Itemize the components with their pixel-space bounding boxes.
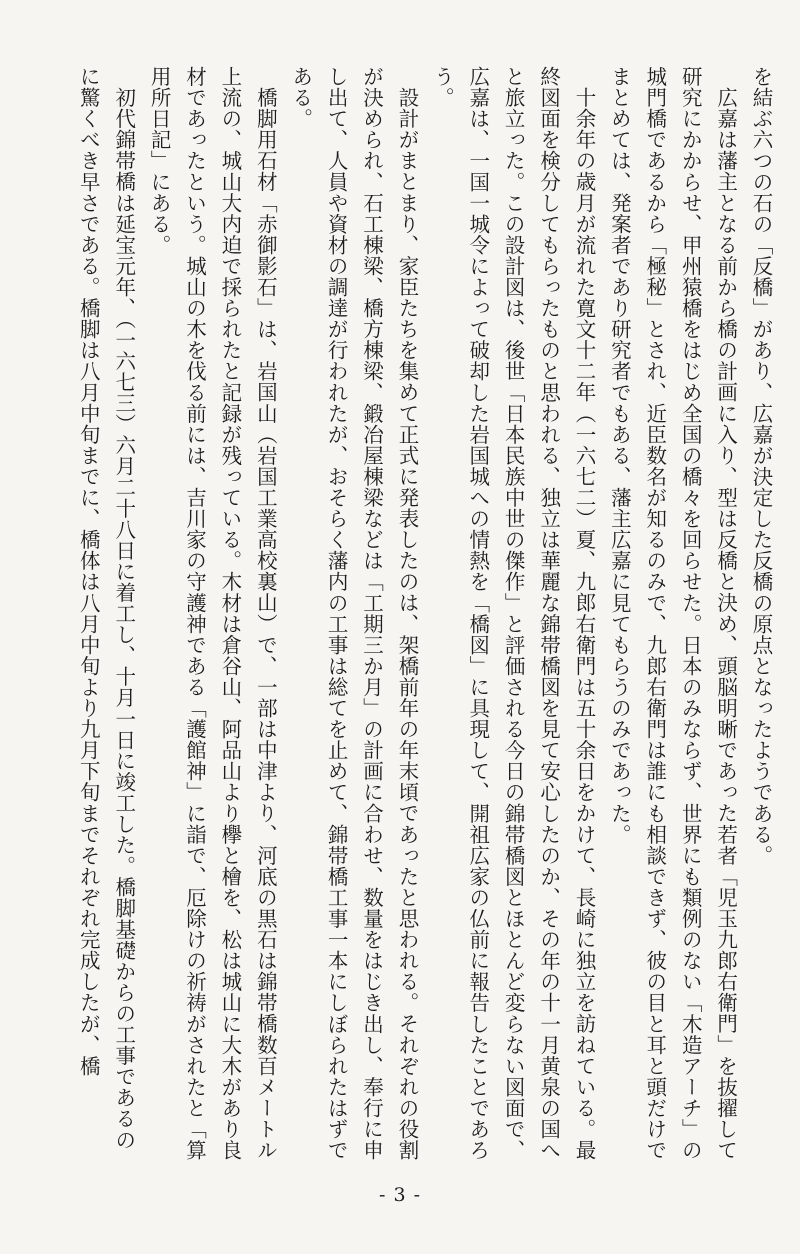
paragraph-2: 広嘉は藩主となる前から橋の計画に入り、型は反橋と決め、頭脳明晰であった若者「児玉九郎右衛門」を抜擢して研究にかからせ、甲州猿橋をはじめ全国の橋々を回らせた。日本のみならず、世界にも類例のない「木造アーチ」の城門橋であるから「極秘」とされ、近臣数名が知るのみで、九郎右衛門は誰にも相談できず、彼の目と耳と頭だけでまとめては、発案者であり研究者でもある、藩主広嘉に見てもらうのみであった。	[607, 66, 738, 1161]
paragraph-3: 十余年の歳月が流れた寛文十二年（一六七二）夏、九郎右衛門は五十余日をかけて、長崎に独立を訪ねている。最終図面を検分してもらったものと思われる、独立は華麗な錦帯橋図を見て安心したのか、その年の十一月黄泉の国へと旅立った。この設計図は、後世「日本民族中世の傑作」と評価される今日の錦帯橋図とほとんど変らない図面で、広嘉は、一国一城令によって破却した岩国城への情熱を「橋図」に具現して、開祖広家の仏前に報告したことであろう。	[430, 66, 596, 1161]
paragraph-6: 初代錦帯橋は延宝元年、（一六七三）六月二十八日に着工し、十月一日に竣工した。橋脚基礎からの工事であるのに驚くべき早さである。橋脚は八月中旬までに、橋体は八月中旬より九月下旬までそれぞれ完成したが、橋	[76, 66, 136, 1150]
paragraph-5: 橋脚用石材「赤御影石」は、岩国山（岩国工業高校裏山）で、一部は中津より、河底の黒石は錦帯橋数百メートル上流の、城山大内迫で採られたと記録が残っている。木材は倉谷山、阿品山より欅と檜を、松は城山に大木があり良材であったという。城山の木を伐る前には、吉川家の守護神である「護館神」に詣で、厄除けの祈祷がされたと「算用所日記」にある。	[147, 66, 278, 1161]
paragraph-1: を結ぶ六つの石の「反橋」があり、広嘉が決定した反橋の原点となったようである。	[749, 66, 773, 866]
paragraph-4: 設計がまとまり、家臣たちを集めて正式に発表したのは、架橋前年の年末頃であったと思われる。それぞれの役割が決められ、石工棟梁、橋方棟梁、鍛冶屋棟梁などは「工期三か月」の計画に合わせ、数量をはじき出し、奉行に申し出て、人員や資材の調達が行われたが、おそらく藩内の工事は総てを止めて、錦帯橋工事一本にしぼられたはずである。	[288, 66, 419, 1161]
body-text	[72, 66, 778, 1162]
page-number: - 3 -	[378, 1184, 421, 1206]
